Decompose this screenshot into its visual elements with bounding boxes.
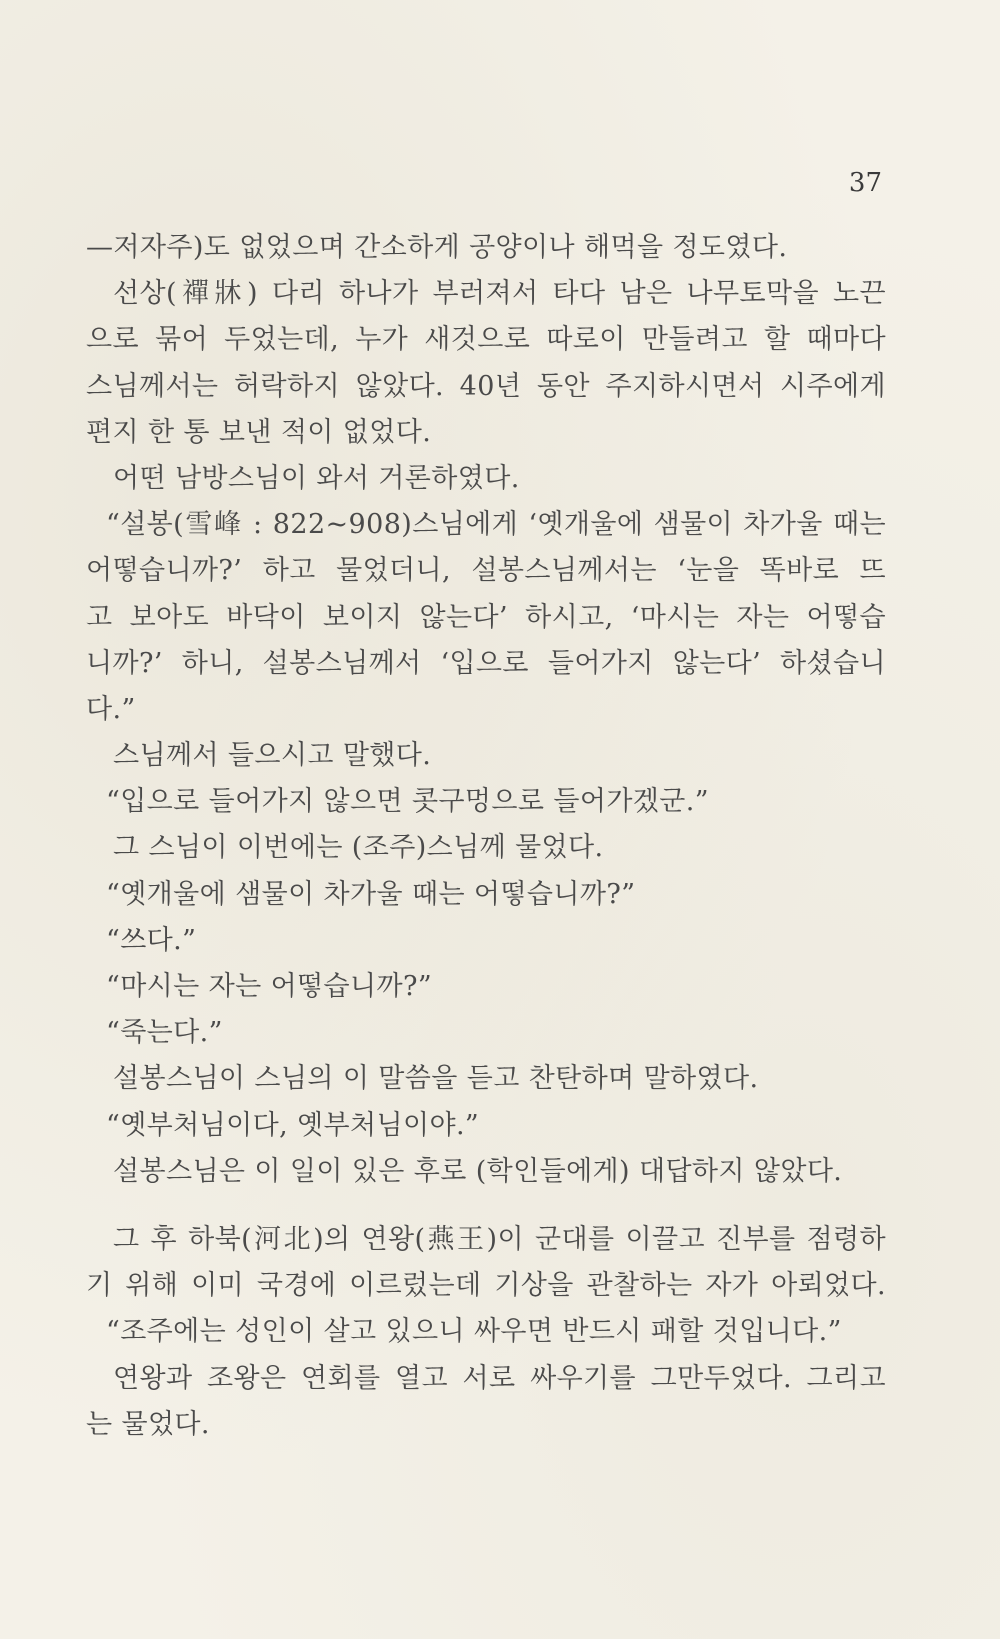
text-line: 다.” (86, 693, 136, 725)
text-line: 스님께서는 허락하지 않았다. 40년 동안 주지하시면서 시주에게 (86, 370, 886, 402)
text-line: “옛개울에 샘물이 차가울 때는 어떻습니까?” (106, 878, 636, 910)
text-line: “쓰다.” (106, 924, 197, 956)
body-text (86, 225, 886, 1448)
text-line: 니까?’ 하니, 설봉스님께서 ‘입으로 들어가지 않는다’ 하셨습니 (86, 647, 886, 679)
text-line: 선상(禪牀) 다리 하나가 부러져서 타다 남은 나무토막을 노끈 (113, 278, 886, 310)
text-line: —저자주)도 없었으며 간소하게 공양이나 해먹을 정도였다. (86, 232, 788, 263)
text-line: 스님께서 들으시고 말했다. (113, 740, 432, 772)
text-line: “마시는 자는 어떻습니까?” (106, 971, 433, 1002)
text-line: 그 후 하북(河北)의 연왕(燕王)이 군대를 이끌고 진부를 점령하 (113, 1223, 886, 1255)
text-line: 어떤 남방스님이 와서 거론하였다. (113, 462, 520, 494)
text-line: 고 보아도 바닥이 보이지 않는다’ 하시고, ‘마시는 자는 어떻습 (86, 601, 886, 633)
paragraph-gap (86, 1195, 886, 1217)
text-line: 그 스님이 이번에는 (조주)스님께 물었다. (113, 832, 604, 864)
text-line: “조주에는 성인이 살고 있으니 싸우면 반드시 패할 것입니다.” (106, 1316, 842, 1348)
text-line: 으로 묶어 두었는데, 누가 새것으로 따로이 만들려고 할 때마다 (86, 324, 886, 356)
text-line: 는 물었다. (86, 1408, 210, 1440)
text-line: 기 위해 이미 국경에 이르렀는데 기상을 관찰하는 자가 아뢰었다. (86, 1270, 886, 1302)
page-number: 37 (848, 168, 882, 198)
text-line: “죽는다.” (106, 1017, 223, 1049)
text-line: “옛부처님이다, 옛부처님이야.” (106, 1109, 480, 1141)
text-line: 연왕과 조왕은 연회를 열고 서로 싸우기를 그만두었다. 그리고 (113, 1362, 886, 1394)
text-line: “설봉(雪峰 : 822~908)스님에게 ‘옛개울에 샘물이 차가울 때는 (106, 509, 886, 541)
text-line: 어떻습니까?’ 하고 물었더니, 설봉스님께서는 ‘눈을 똑바로 뜨 (86, 555, 886, 587)
text-line: 설봉스님은 이 일이 있은 후로 (학인들에게) 대답하지 않았다. (113, 1155, 843, 1187)
text-line: 설봉스님이 스님의 이 말씀을 듣고 찬탄하며 말하였다. (113, 1063, 759, 1095)
text-line: 편지 한 통 보낸 적이 없었다. (86, 416, 432, 448)
text-line: “입으로 들어가지 않으면 콧구멍으로 들어가겠군.” (106, 786, 709, 818)
